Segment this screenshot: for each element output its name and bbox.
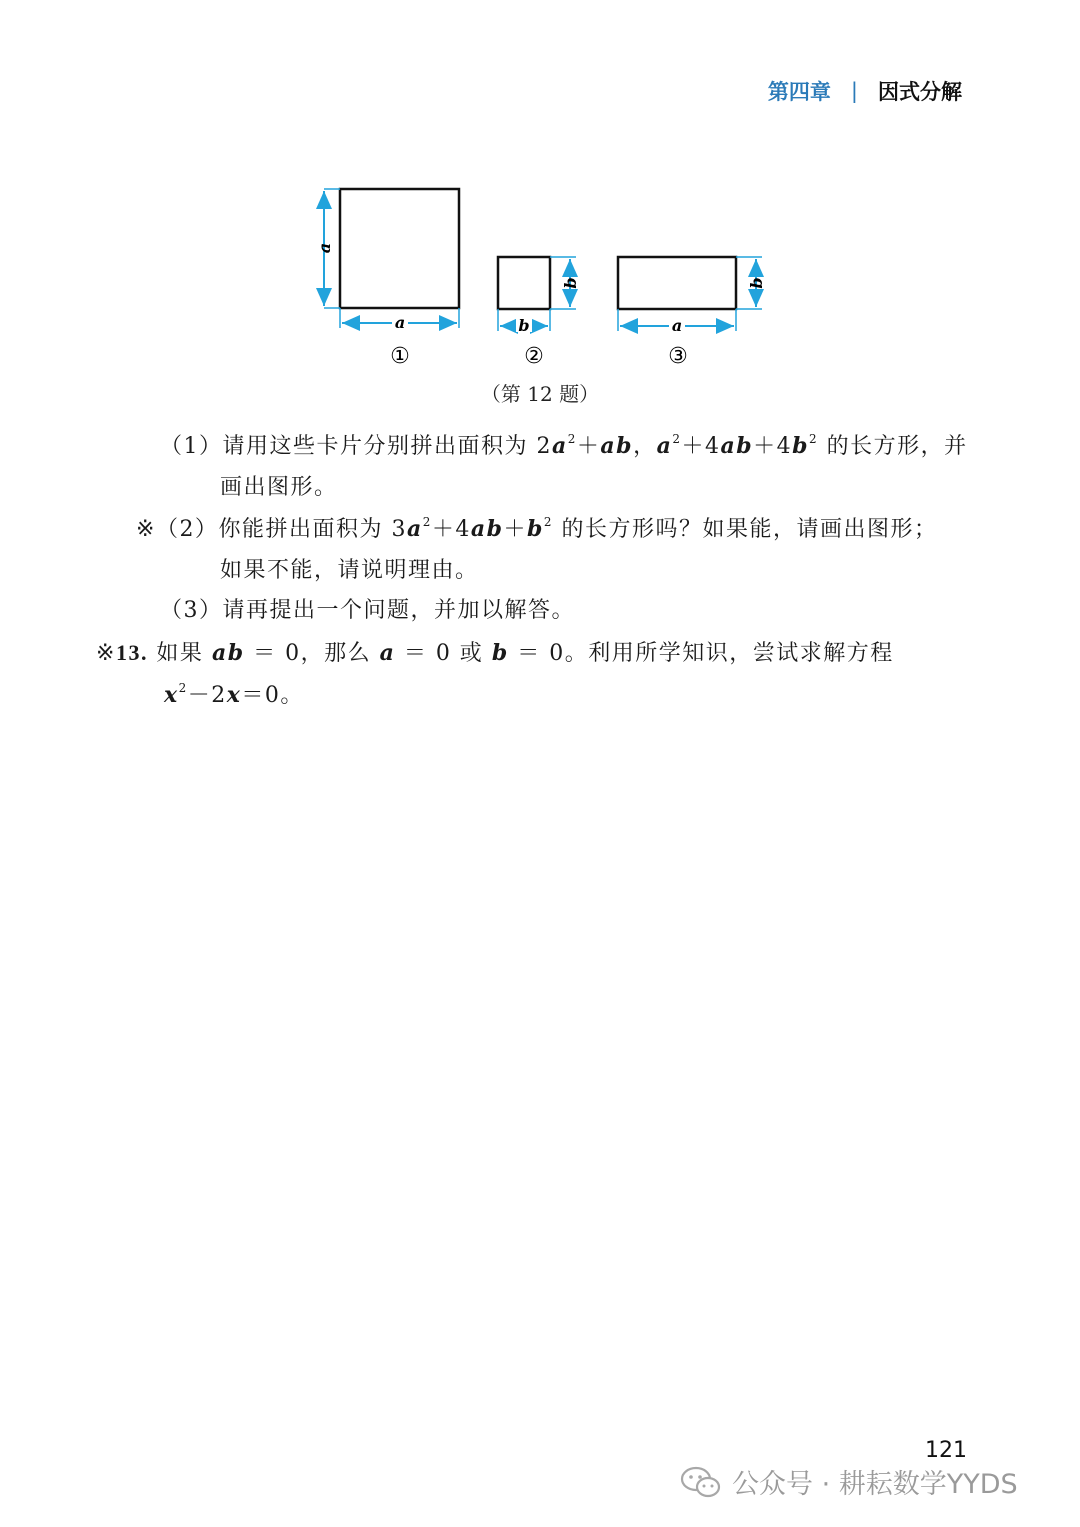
equation: $x^2-2x=0$ [164,681,281,708]
optional-mark-13: ※ [96,641,116,666]
section-title: 因式分解 [878,80,962,104]
question-13-line-1 [96,632,894,675]
question-1-line-1 [160,425,968,468]
question-13-text-c: 或 [451,641,492,666]
optional-mark: ※ [136,517,156,542]
page-number: 121 [925,1438,967,1463]
watermark [680,1462,1018,1501]
question-3-number: （3） [160,598,223,623]
watermark-text: 公众号 · 耕耘数学YYDS [732,1469,1018,1500]
card-2-square-b [498,257,550,309]
card-3-number: ③ [668,344,688,369]
question-2-text-cont: 的长方形吗？如果能，请画出图形； [553,517,938,542]
question-2-text: 你能拼出面积为 [218,517,392,542]
question-13-text-e: 。 [280,683,304,708]
question-13-text-d: 。利用所学知识，尝试求解方程 [564,641,894,666]
wechat-icon [680,1466,722,1498]
card-1-height-label: a [315,242,334,254]
question-13-line-2 [164,674,304,717]
card-2-width-label: b [518,316,530,335]
figure-caption: （第 12 题） [480,382,600,406]
card-2-height-label: b [561,277,580,289]
question-13-number: 13. [115,640,148,665]
card-2-number: ② [524,344,544,369]
question-1-formula: $2a^2+ab$，$a^2+4ab+4b^2$ [536,432,819,459]
question-13-text-b: ，那么 [300,641,380,666]
card-3-width-label: a [671,316,683,335]
card-3-height-label: b [747,277,766,289]
question-2-line-2: 如果不能，请说明理由。 [220,558,479,583]
formula-a-zero: a ＝ 0 [379,640,452,666]
header-divider: | [850,79,858,103]
card-figure [300,170,780,390]
question-2-formula: $3a^2+4ab+b^2$ [391,515,554,542]
formula-ab-zero: ab ＝ 0 [211,640,301,666]
question-2-line-1 [136,508,938,551]
card-1-number: ① [390,344,410,369]
question-2-number: （2） [155,517,219,542]
question-13-text-a: 如果 [147,641,212,666]
card-3-rectangle-ab [618,257,736,309]
question-1-text: 请用这些卡片分别拼出面积为 [222,434,537,459]
chapter-title: 第四章 [767,80,831,104]
question-3 [160,590,575,632]
page-header [768,76,962,106]
formula-b-zero: b ＝ 0 [491,640,565,666]
question-1-line-2: 画出图形。 [220,475,338,500]
question-1-text-cont: 的长方形，并 [818,434,968,459]
question-3-text: 请再提出一个问题，并加以解答。 [222,598,576,623]
card-1-square-a [340,189,459,308]
question-1-number: （1） [160,434,223,459]
card-1-width-label: a [394,313,406,332]
